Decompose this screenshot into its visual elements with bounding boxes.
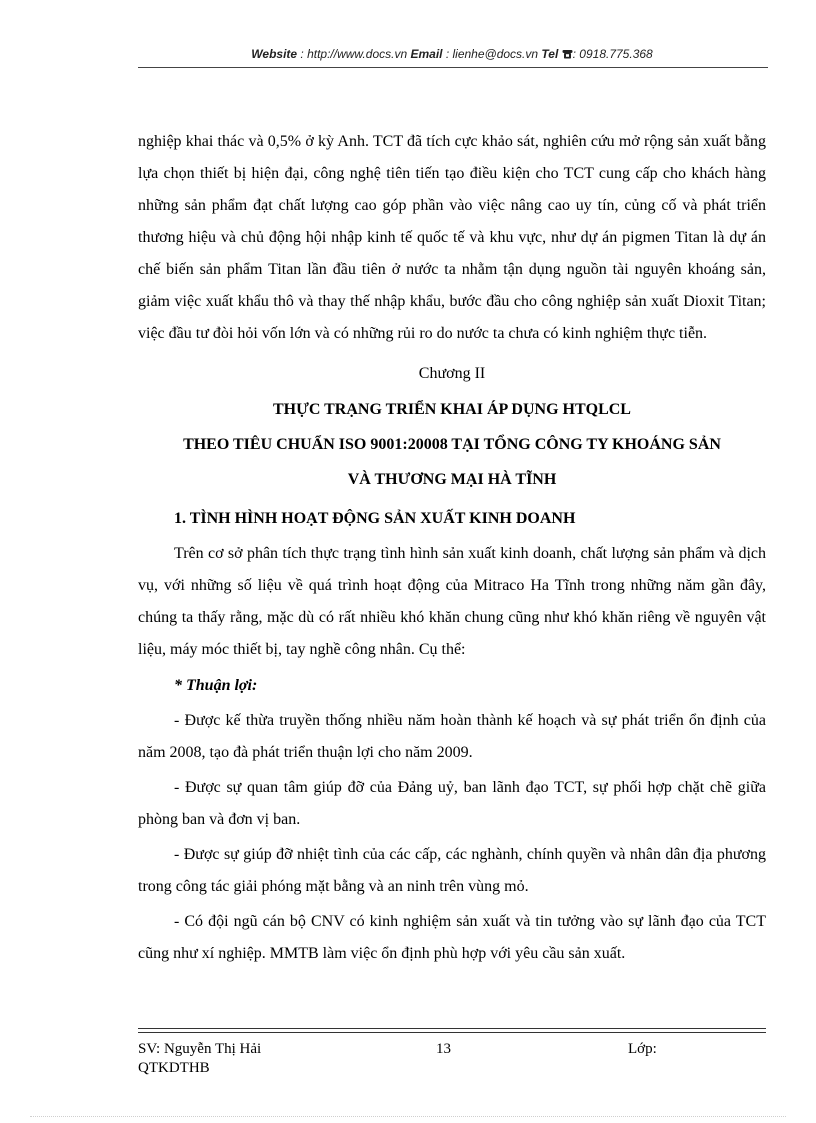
tel-label: Tel (541, 47, 559, 61)
section-heading-1: 1. TÌNH HÌNH HOẠT ĐỘNG SẢN XUẤT KINH DOANH (174, 510, 576, 527)
chapter-title-line-1: THỰC TRẠNG TRIỂN KHAI ÁP DỤNG HTQLCL (273, 401, 631, 418)
advantages-subheading: * Thuận lợi: (174, 677, 258, 694)
page-header (138, 47, 766, 61)
page-body (138, 126, 766, 970)
page-number: 13 (436, 1041, 451, 1057)
advantage-item-2: - Được sự quan tâm giúp đỡ của Đảng uỷ, ban lãnh đạo TCT, sự phối hợp chặt chẽ giữa phòng ban và đơn vị ban. (138, 779, 766, 828)
website-label: Website (251, 47, 298, 61)
advantage-item-1: - Được kế thừa truyền thống nhiều năm hoàn thành kế hoạch và sự phát triển ổn định của năm 2008, tạo đà phát triển thuận lợi cho năm 2009. (138, 712, 766, 761)
telephone-icon (562, 47, 573, 61)
footer-divider (138, 1028, 766, 1033)
tel-number: : 0918.775.368 (572, 47, 653, 61)
intro-paragraph: nghiệp khai thác và 0,5% ở kỳ Anh. TCT đã tích cực khảo sát, nghiên cứu mở rộng sản xuất bằng lựa chọn thiết bị hiện đại, công nghệ tiên tiến tạo điều kiện cho TCT cung cấp cho khách hàng những sản phẩm đạt chất lượng cao góp phần vào việc nâng cao uy tín, củng cố và phát triển thương hiệu và chủ động hội nhập kinh tế quốc tế và khu vực, như dự án pigmen Titan là dự án chế biến sản phẩm Titan lần đầu tiên ở nước ta nhằm tận dụng nguồn tài nguyên khoáng sản, giảm việc xuất khẩu thô và thay thế nhập khẩu, bước đầu cho công nghiệp sản xuất Dioxit Titan; việc đầu tư đòi hỏi vốn lớn và có những rủi ro do nước ta chưa có kinh nghiệm thực tiễn. (138, 133, 766, 342)
analysis-paragraph: Trên cơ sở phân tích thực trạng tình hình sản xuất kinh doanh, chất lượng sản phẩm và dịch vụ, với những số liệu về quá trình hoạt động của Mitraco Ha Tĩnh trong những năm gần đây, chúng ta thấy rằng, mặc dù có rất nhiều khó khăn chung cũng như khó khăn riêng về nguyên vật liệu, máy móc thiết bị, tay nghề công nhân. Cụ thể: (138, 545, 766, 658)
class-label: Lớp: (628, 1041, 657, 1057)
chapter-title-line-2: THEO TIÊU CHUẨN ISO 9001:20008 TẠI TỔNG CÔNG TY KHOÁNG SẢN (183, 436, 721, 453)
chapter-label: Chương II (418, 365, 486, 382)
advantage-item-4: - Có đội ngũ cán bộ CNV có kinh nghiệm sản xuất và tin tưởng vào sự lãnh đạo của TCT cũng như xí nghiệp. MMTB làm việc ổn định phù hợp với yêu cầu sản xuất. (138, 913, 766, 962)
page-bottom-edge (30, 1116, 786, 1117)
website-url[interactable]: : http://www.docs.vn (297, 47, 411, 61)
student-name: SV: Nguyễn Thị Hải QTKDTHB (138, 1041, 262, 1076)
header-divider (138, 67, 768, 68)
chapter-title-line-3: VÀ THƯƠNG MẠI HÀ TĨNH (347, 471, 557, 488)
advantage-item-3: - Được sự giúp đỡ nhiệt tình của các cấp, các nghành, chính quyền và nhân dân địa phương trong công tác giải phóng mặt bằng và an ninh trên vùng mỏ. (138, 846, 766, 895)
email-address[interactable]: : lienhe@docs.vn (442, 47, 542, 61)
email-label: Email (410, 47, 443, 61)
